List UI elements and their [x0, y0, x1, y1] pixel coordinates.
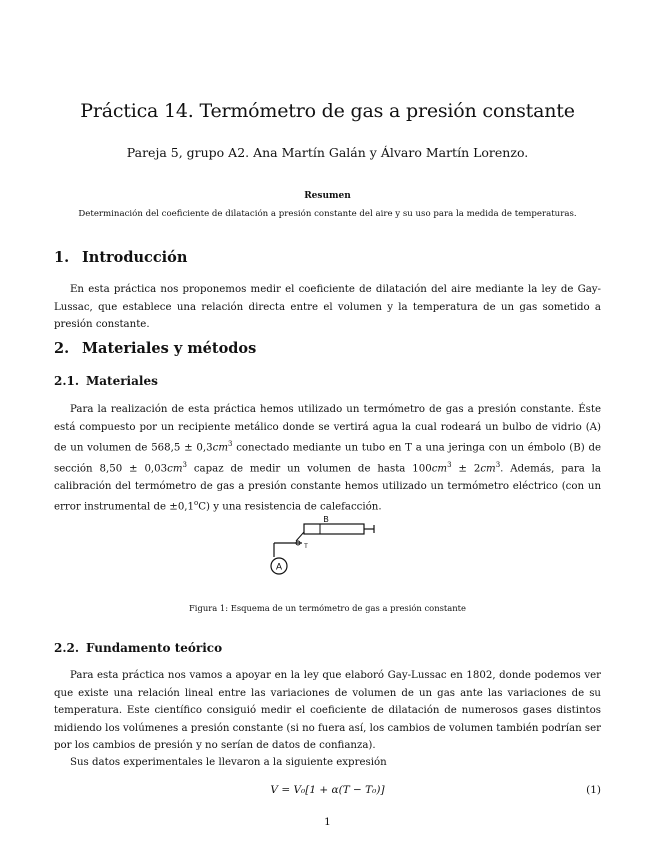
syringe-nozzle [296, 532, 304, 541]
materials-text: ± 2 [451, 463, 481, 475]
section-title: Introducción [82, 249, 188, 266]
intro-paragraph [54, 281, 601, 334]
subsection-title: Materiales [86, 374, 158, 388]
materials-text: conectado mediante un tubo en T a una jeringa con un émbolo (B) de sección 8,50 ± 0,03 [54, 442, 601, 475]
superscript: 3 [495, 460, 501, 469]
superscript: 3 [227, 440, 233, 448]
equation-gay-lussac: V = V₀[1 + α(T − T₀)] [270, 784, 385, 796]
unit-cm: cm [431, 463, 448, 475]
subsection-number: 2.2. [54, 641, 80, 655]
abstract-heading: Resumen [304, 191, 351, 201]
paper-title: Práctica 14. Termómetro de gas a presión constante [80, 100, 575, 122]
unit-cm: cm [212, 442, 228, 454]
label-a: A [275, 561, 283, 572]
unit-cm: cm [167, 463, 183, 475]
figure-thermometer-diagram [262, 513, 380, 577]
gas-thermometer-sketch [262, 513, 380, 577]
intro-text: En esta práctica nos proponemos medir el coeficiente de dilatación del aire mediante la ley de Gay-Lussac, que establece una relación directa entre el volumen y la temperatura de un gas sometido a presión constante. [54, 284, 601, 330]
materials-text: C) y una resistencia de calefacción. [198, 501, 382, 513]
subsection-heading-materials [54, 374, 158, 388]
materials-text: Para la realización de esta práctica hemos utilizado un termómetro de gas a presión constante. Éste está compuesto por un recipiente metálico donde se vertirá agua la cual rodeará un bulbo de vidrio (A) de un volumen de 568,5 ± 0,3 [54, 404, 601, 454]
materials-text: capaz de medir un volumen de hasta 100 [186, 463, 432, 475]
theory-text: Sus datos experimentales le llevaron a la siguiente expresión [70, 757, 387, 768]
subsection-title: Fundamento teórico [86, 641, 223, 655]
section-number: 1. [54, 249, 70, 266]
equation-number: (1) [586, 784, 601, 796]
paper-authors: Pareja 5, grupo A2. Ana Martín Galán y Álvaro Martín Lorenzo. [126, 145, 529, 160]
label-t: T [304, 544, 308, 550]
unit-cm: cm [480, 463, 496, 475]
theory-paragraph-2 [54, 754, 601, 772]
materials-text: . Además, para la calibración del termómetro de gas a presión constante hemos utilizado un termómetro eléctrico (con un error instrumental de ±0,1 [54, 463, 601, 513]
section-heading-introduction [54, 249, 187, 266]
superscript: 3 [447, 460, 452, 469]
abstract-text: Determinación del coeficiente de dilatación a presión constante del aire y su uso para la medida de temperaturas. [78, 209, 577, 219]
section-heading-methods [54, 340, 256, 357]
theory-paragraph [54, 667, 601, 755]
theory-text: Para esta práctica nos vamos a apoyar en la ley que elaboró Gay-Lussac en 1802, donde podemos ver que existe una relación lineal entre las variaciones de volumen de un gas ante las variaciones de su temperatura. Este científico consiguió medir el coeficiente de dilatación de numerosos gases distintos midiendo los volúmenes a presión constante (si no fuera así, los cambios de volumen también podrían ser por los cambios de presión y no serían de datos de confianza). [54, 670, 601, 751]
figure-caption: Figura 1: Esquema de un termómetro de gas a presión constante [189, 603, 466, 613]
subsection-number: 2.1. [54, 374, 80, 388]
superscript: o [194, 499, 199, 508]
superscript: 3 [182, 460, 187, 469]
label-b: B [323, 515, 329, 524]
section-title: Materiales y métodos [82, 340, 257, 357]
section-number: 2. [54, 340, 70, 357]
syringe-body [304, 524, 364, 534]
page-number: 1 [324, 816, 331, 828]
subsection-heading-theory [54, 641, 222, 655]
materials-paragraph [54, 401, 601, 516]
